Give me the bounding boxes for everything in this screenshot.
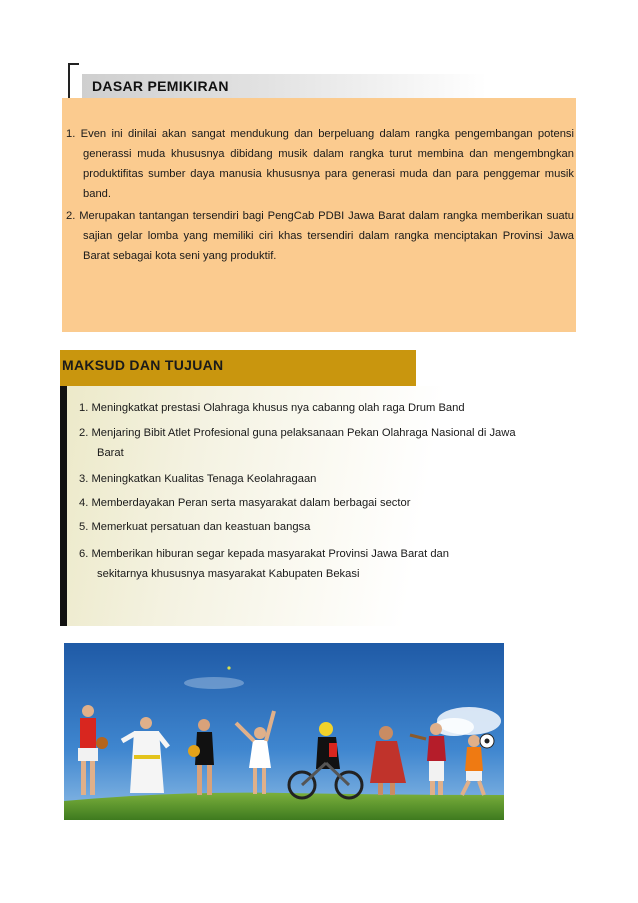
maksud-item-2 [79,423,524,463]
maksud-side-bar [60,386,67,626]
dasar-item-text: 1. Even ini dinilai akan sangat mendukung dan berpeluang dalam rangka pengembangan potensi generassi muda khususnya dibidang musik dalam rangka turut membina dan mengembngkan produktifitas sumber daya manusia khususnya para generasi muda dan para penggemar musik band. [66,128,574,200]
maksud-item-text: 6. Memberikan hiburan segar kepada masyarakat Provinsi Jawa Barat dan sekitarnya khususnya masyarakat Kabupaten Bekasi [79,548,450,580]
dasar-item-text: 2. Merupakan tantangan tersendiri bagi PengCab PDBI Jawa Barat dalam rangka memberikan suatu sajian gelar lomba yang memiliki ciri khas tersendiri dalam rangka menciptakan Provinsi Jawa Barat sebagai kota seni yang produktif. [66,210,574,262]
dasar-item-2 [66,206,574,266]
maksud-item-text: 5. Memerkuat persatuan dan keastuan bangsa [79,521,311,533]
maksud-title: MAKSUD DAN TUJUAN [62,357,224,373]
maksud-item-3 [79,469,539,489]
section-bracket-decoration [68,63,79,103]
dasar-title: DASAR PEMIKIRAN [92,78,229,94]
maksud-item-text: 4. Memberdayakan Peran serta masyarakat dalam berbagai sector [79,497,411,509]
maksud-item-6 [79,544,499,584]
maksud-item-5 [79,517,539,537]
sports-athletes-photo [64,643,504,820]
maksud-item-1 [79,398,539,418]
maksud-item-4 [79,493,539,513]
maksud-item-text: 2. Menjaring Bibit Atlet Profesional guna pelaksanaan Pekan Olahraga Nasional di Jawa Barat [79,427,516,459]
maksud-item-text: 1. Meningkatkat prestasi Olahraga khusus nya cabanng olah raga Drum Band [79,402,465,414]
maksud-item-text: 3. Meningkatkan Kualitas Tenaga Keolahragaan [79,473,317,485]
dasar-item-1 [66,124,574,204]
